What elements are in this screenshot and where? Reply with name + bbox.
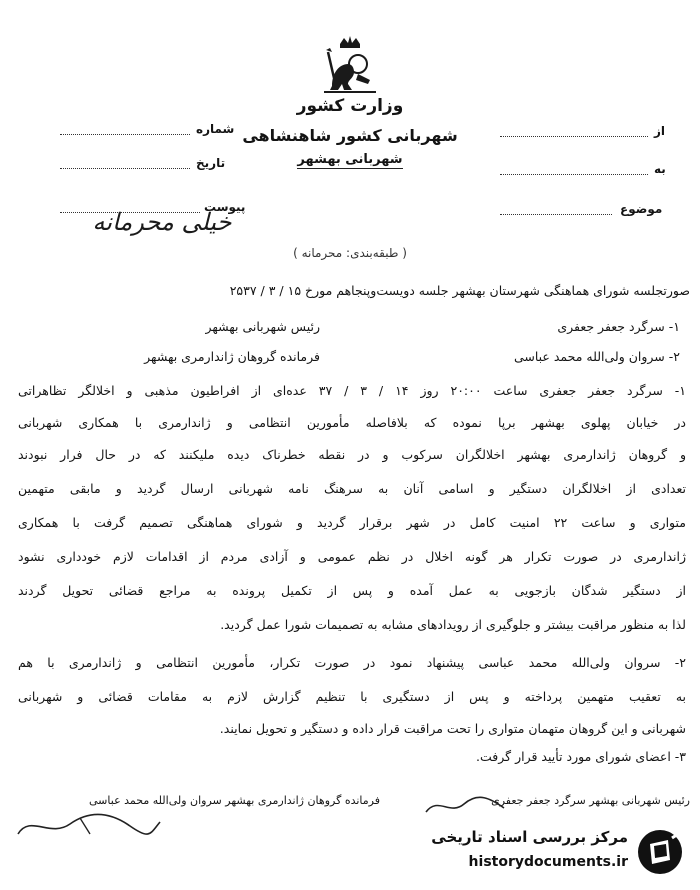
paragraph-1-line: متواری و ساعت ۲۲ امنیت کامل در شهر برقرار گردید و شورای هماهنگی تصمیم گرفت با همکاری: [18, 515, 686, 530]
lion-and-sun-emblem-icon: [318, 34, 382, 96]
to-label: به: [654, 162, 666, 176]
member-2-role: فرمانده گروهان ژاندارمری بهشهر: [144, 349, 320, 364]
signature-left-icon: [10, 804, 170, 844]
attachment-label: پیوست: [204, 200, 246, 214]
police-title: شهربانی کشور شاهنشاهی: [242, 126, 458, 145]
paragraph-1-line: و گروهان ژاندارمری بهشهر اخلالگران سرکوب و در نقطه خطرناک دیده ملیکنند که در حال فرار نبودند: [18, 447, 686, 462]
from-label: از: [654, 124, 666, 138]
minutes-intro: صورتجلسه شورای هماهنگی شهرستان بهشهر جلسه دویست‌وپنجاهم مورخ ۱۵ / ۳ / ۲۵۳۷: [229, 283, 690, 298]
number-line: [60, 134, 190, 135]
member-2-name: ۲- سروان ولی‌الله محمد عباسی: [513, 349, 680, 364]
paragraph-1-line: از دستگیر شدگان بازجویی به عمل آمده و پس از تکمیل پرونده به مراجع قضائی تحویل گردند: [18, 583, 686, 598]
signature-right-caption: رئیس شهربانی بهشهر سرگرد جعفر جعفری: [491, 794, 690, 807]
ministry-title: وزارت کشور: [296, 96, 404, 116]
city-police-title: [260, 152, 440, 167]
paragraph-2-line: به تعقیب متهمین پرداخته و پس از دستگیری با تنظیم گزارش لازم به مقامات قضائی و شهربانی: [18, 689, 686, 704]
archive-logo-icon: [636, 828, 684, 876]
from-line: [500, 136, 648, 137]
signature-right-icon: [420, 790, 510, 820]
handwritten-note: خیلی محرمانه: [92, 208, 232, 236]
paragraph-1-line: در خیابان پهلوی بهشهر برپا نموده که بلافاصله مأمورین انتظامی و ژاندارمری با همکاری شهربانی: [18, 415, 686, 430]
member-1-role: رئیس شهربانی بهشهر: [205, 319, 320, 334]
paragraph-1-line: ۱- سرگرد جعفر جعفری ساعت ۲۰:۰۰ روز ۱۴ / ۳ / ۳۷ عده‌ای از افراطیون مذهبی و اخلالگر تظاهراتی: [18, 383, 686, 398]
member-1-name: ۱- سرگرد جعفر جعفری: [557, 319, 680, 334]
to-line: [500, 174, 648, 175]
closing-line: ۳- اعضای شورای مورد تأیید قرار گرفت.: [476, 749, 686, 764]
date-line: [60, 168, 190, 169]
subject-label: موضوع: [620, 202, 663, 216]
subject-line: [500, 214, 612, 215]
watermark-url: historydocuments.ir: [468, 854, 628, 870]
paragraph-1-line: ژاندارمری در صورت تکرار هر گونه اخلال در نظم عمومی و آزادی مردم از اقدامات لازم خودداری نشود: [18, 549, 686, 564]
signature-left-caption: فرمانده گروهان ژاندارمری بهشهر سروان ولی‌الله محمد عباسی: [89, 794, 380, 807]
watermark-title: مرکز بررسی اسناد تاریخی: [431, 828, 628, 846]
confidential-stamp: ( طبقه‌بندی: محرمانه ): [293, 246, 407, 260]
watermark: [412, 822, 692, 882]
paragraph-2-last-line: شهربانی و این گروهان متهمان متواری را تحت مراقبت قرار داده و دستگیر و تحویل نمایند.: [219, 721, 686, 736]
paragraph-1-last-line: لذا به منظور مراقبت بیشتر و جلوگیری از رویدادهای مشابه به تصمیمات شورا عمل گردید.: [220, 617, 686, 632]
number-label: شماره: [196, 122, 235, 136]
city-police-label: شهربانی بهشهر: [297, 152, 403, 167]
date-label: تاریخ: [196, 156, 226, 170]
paragraph-2-line: ۲- سروان ولی‌الله محمد عباسی پیشنهاد نمود در صورت تکرار، مأمورین انتظامی و ژاندارمری با هم: [18, 655, 686, 670]
paragraph-1-line: تعدادی از اخلالگران دستگیر و اسامی آنان به سرهنگ نامه شهربانی ارسال گردید و مابقی متهمین: [18, 481, 686, 496]
